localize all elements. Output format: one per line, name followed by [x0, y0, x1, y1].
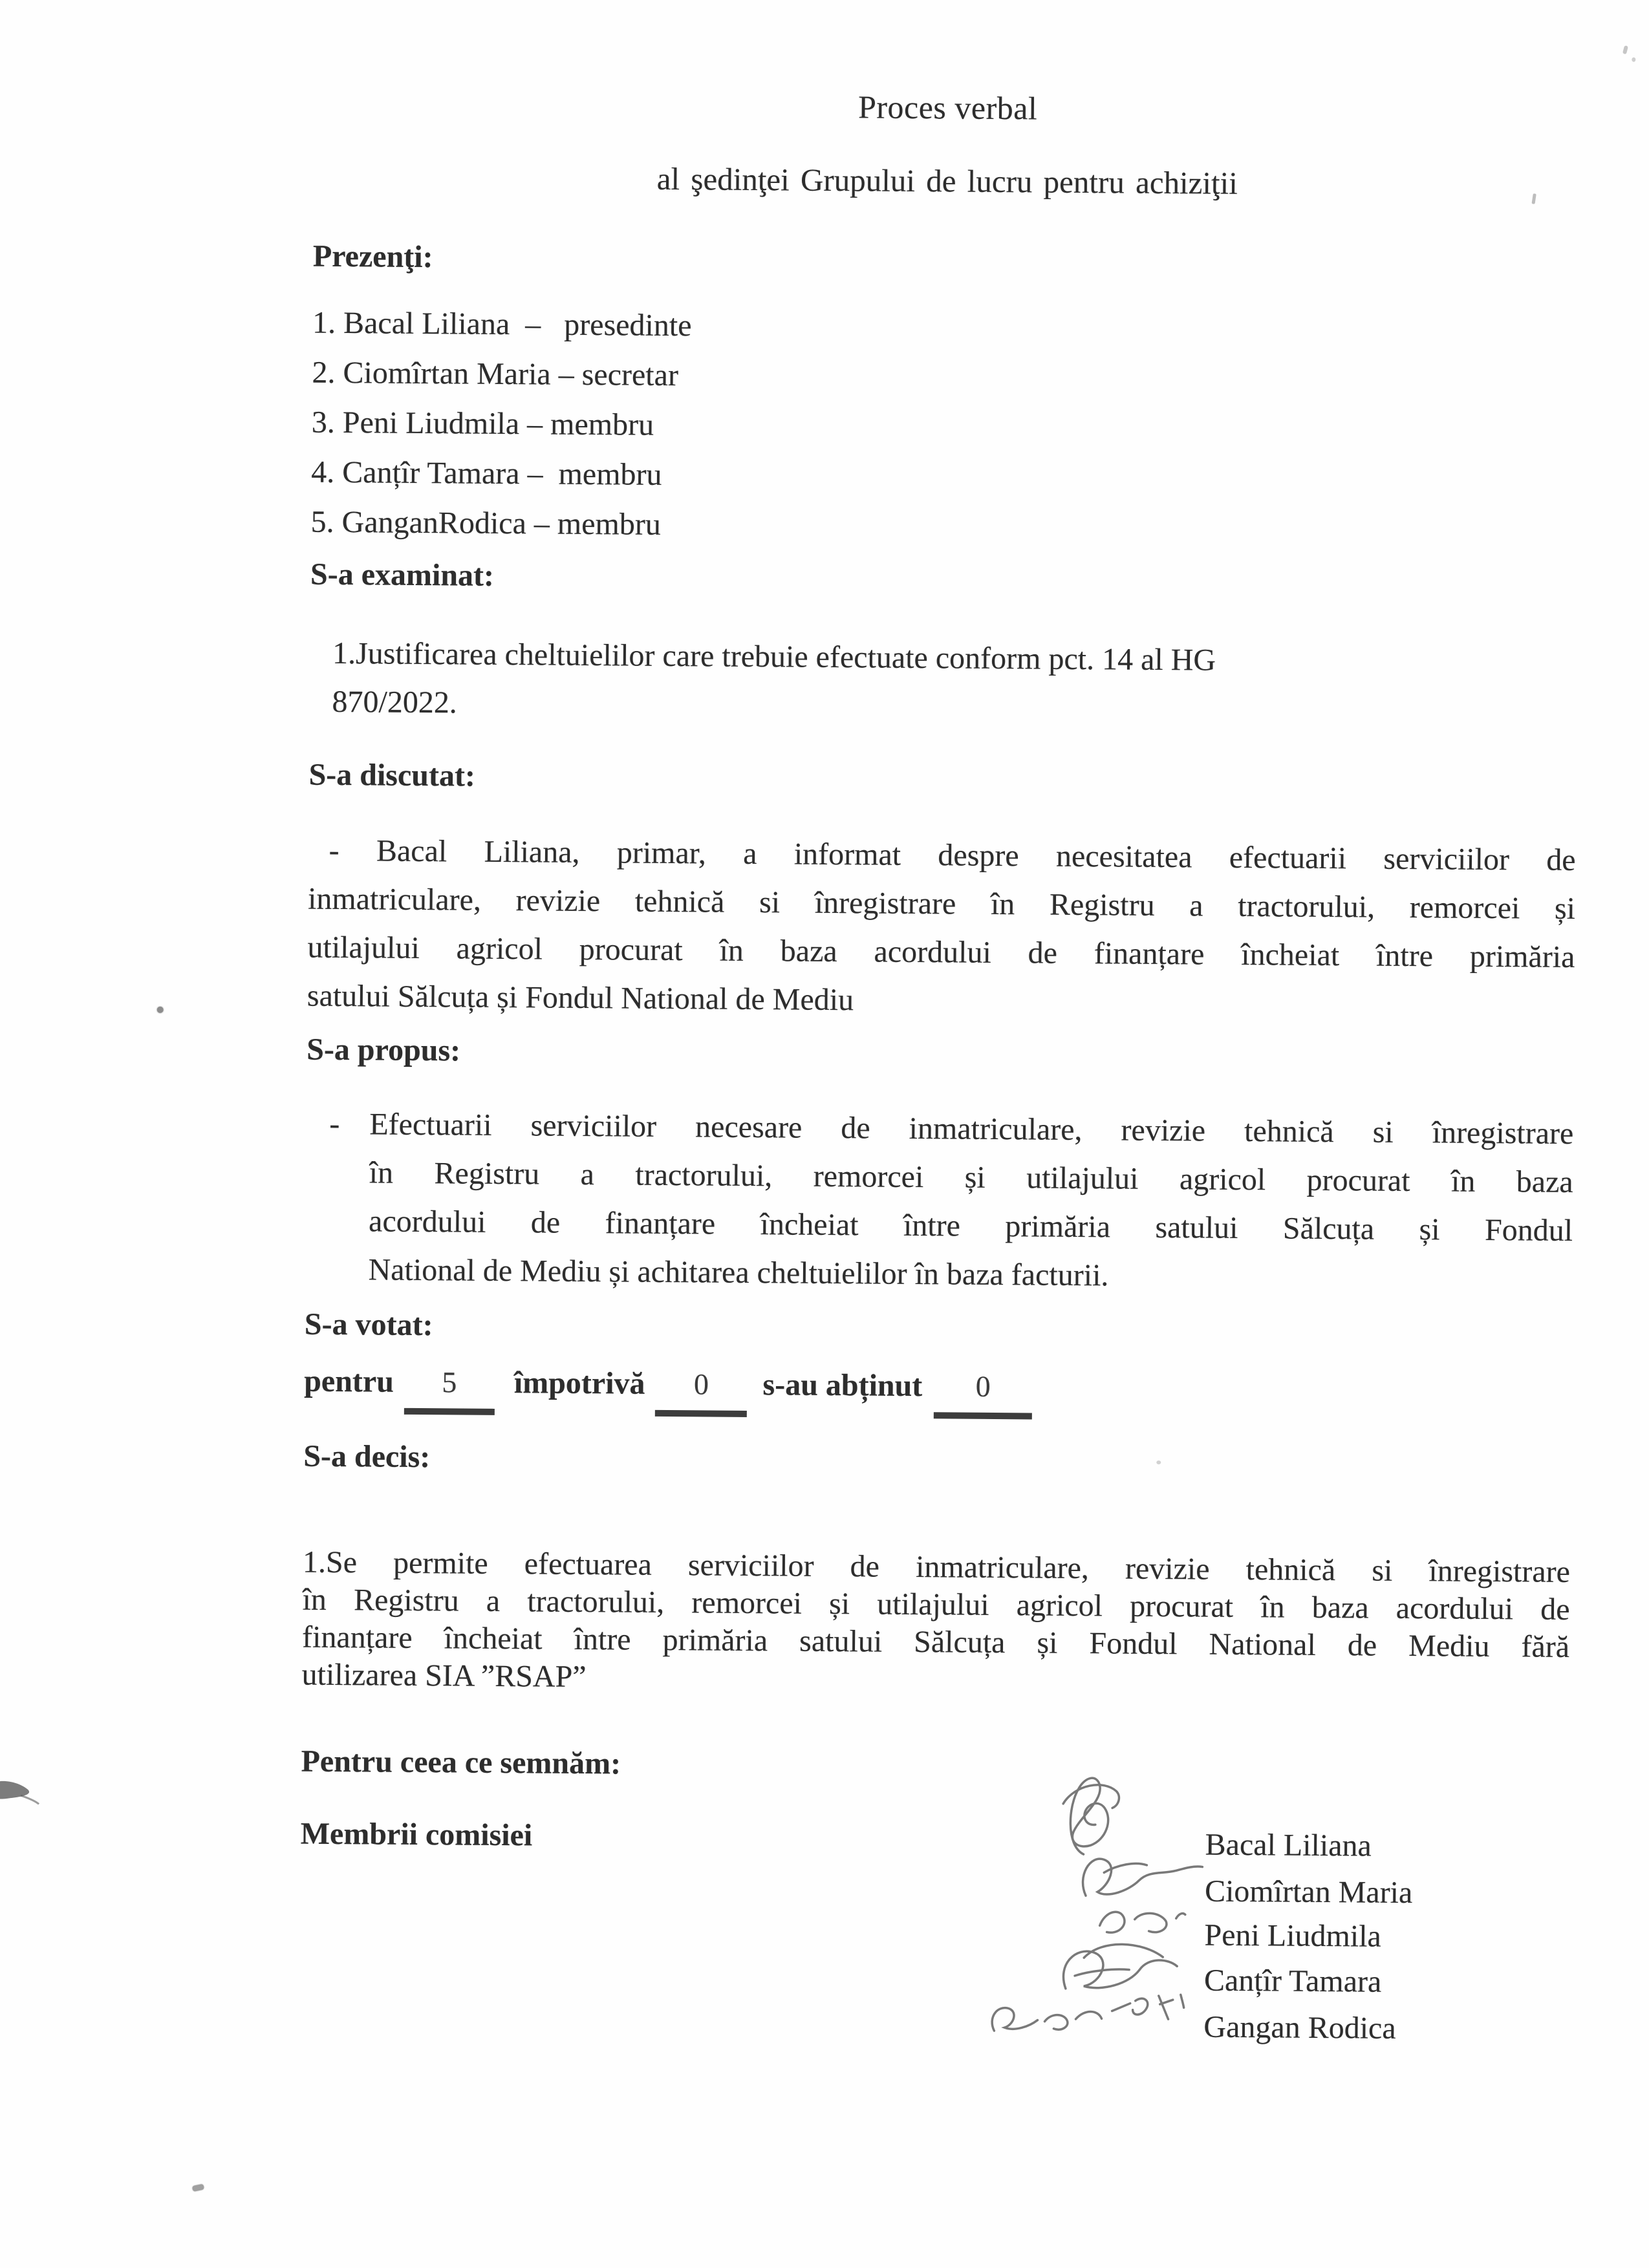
signing-heading: Pentru ceea ce semnăm:: [301, 1744, 621, 1781]
signer-name: Gangan Rodica: [1203, 2009, 1396, 2046]
scan-speck: [1622, 45, 1628, 54]
scan-speck: [1156, 1460, 1161, 1464]
examined-line: 1.Justificarea cheltuielilor care trebuie efectuate conform pct. 14 al HG: [332, 636, 1216, 678]
decided-line: utilizarea SIA ”RSAP”: [301, 1657, 587, 1695]
ink-smudge: [0, 1775, 47, 1808]
proposed-line: acordului de finanțare încheiat între primăria satului Sălcuța și Fondul: [368, 1204, 1573, 1248]
vote-abstained-value: 0: [934, 1369, 1033, 1419]
decided-line: în Registru a tractorului, remorcei și utilajului agricol procurat în baza acordului de: [302, 1582, 1570, 1627]
signer-name: Peni Liudmila: [1204, 1918, 1382, 1954]
present-item-2: 2. Ciomîrtan Maria – secretar: [312, 355, 679, 393]
scan-speck: [1632, 58, 1635, 62]
discussed-line: - Bacal Liliana, primar, a informat despre necesitatea efectuarii serviciilor de: [329, 833, 1576, 878]
vote-results-row: [304, 1364, 1033, 1420]
decided-line: finanțare încheiat între primăria satului Sălcuța și Fondul National de Mediu fără: [301, 1620, 1570, 1664]
proposed-line: National de Mediu și achitarea cheltuielilor în baza facturii.: [368, 1252, 1109, 1293]
document-title: Proces verbal: [857, 89, 1038, 127]
proposed-bullet-dash: -: [329, 1106, 340, 1142]
examined-heading: S-a examinat:: [310, 557, 495, 593]
decided-heading: S-a decis:: [303, 1439, 431, 1475]
present-item-4: 4. Canțîr Tamara – membru: [311, 455, 662, 492]
members-heading: Membrii comisiei: [300, 1816, 533, 1853]
proposed-line: Efectuarii serviciilor necesare de inmatriculare, revizie tehnică si înregistrare: [369, 1107, 1574, 1151]
scan-speck: [192, 2184, 204, 2192]
discussed-heading: S-a discutat:: [308, 757, 476, 793]
discussed-line: utilajului agricol procurat în baza acordului de finanțare încheiat între primăria: [307, 930, 1575, 975]
vote-for-label: pentru: [304, 1364, 394, 1399]
present-heading: Prezenţi:: [312, 239, 433, 275]
signer-name: Bacal Liliana: [1205, 1827, 1372, 1863]
scan-speck: [157, 1007, 164, 1013]
proposed-line: în Registru a tractorului, remorcei și utilajului agricol procurat în baza: [369, 1155, 1573, 1200]
discussed-line: satului Sălcuța și Fondul National de Mediu: [307, 978, 854, 1018]
examined-line: 870/2022.: [332, 684, 458, 720]
signature-cantir-tamara: [1063, 1951, 1177, 1989]
signer-name: Canțîr Tamara: [1203, 1963, 1382, 1999]
document-subtitle: al şedinţei Grupului de lucru pentru achiziţii: [656, 160, 1238, 201]
signature-gangan-rodica: [992, 2007, 1038, 2031]
vote-abstained-label: s-au abținut: [762, 1367, 923, 1404]
present-item-5: 5. GanganRodica – membru: [310, 504, 662, 542]
discussed-line: inmatriculare, revizie tehnică si înregistrare în Registru a tractorului, remorcei și: [307, 881, 1576, 926]
signature-bacal-liliana: [1070, 1778, 1108, 1854]
vote-against-value: 0: [655, 1367, 748, 1417]
present-item-1: 1. Bacal Liliana – presedinte: [312, 305, 692, 343]
present-item-3: 3. Peni Liudmila – membru: [311, 405, 654, 442]
proposed-heading: S-a propus:: [307, 1032, 461, 1068]
signature-ciomirtan-maria: [1083, 1859, 1202, 1897]
voted-heading: S-a votat:: [304, 1307, 433, 1343]
vote-against-label: împotrivă: [513, 1365, 645, 1401]
vote-for-value: 5: [404, 1365, 495, 1415]
signer-name: Ciomîrtan Maria: [1204, 1874, 1413, 1910]
signature-peni-liudmila: [1100, 1912, 1125, 1932]
decided-line: 1.Se permite efectuarea serviciilor de inmatriculare, revizie tehnică si înregistrare: [302, 1545, 1571, 1590]
handwritten-signatures: [779, 1760, 1247, 2061]
